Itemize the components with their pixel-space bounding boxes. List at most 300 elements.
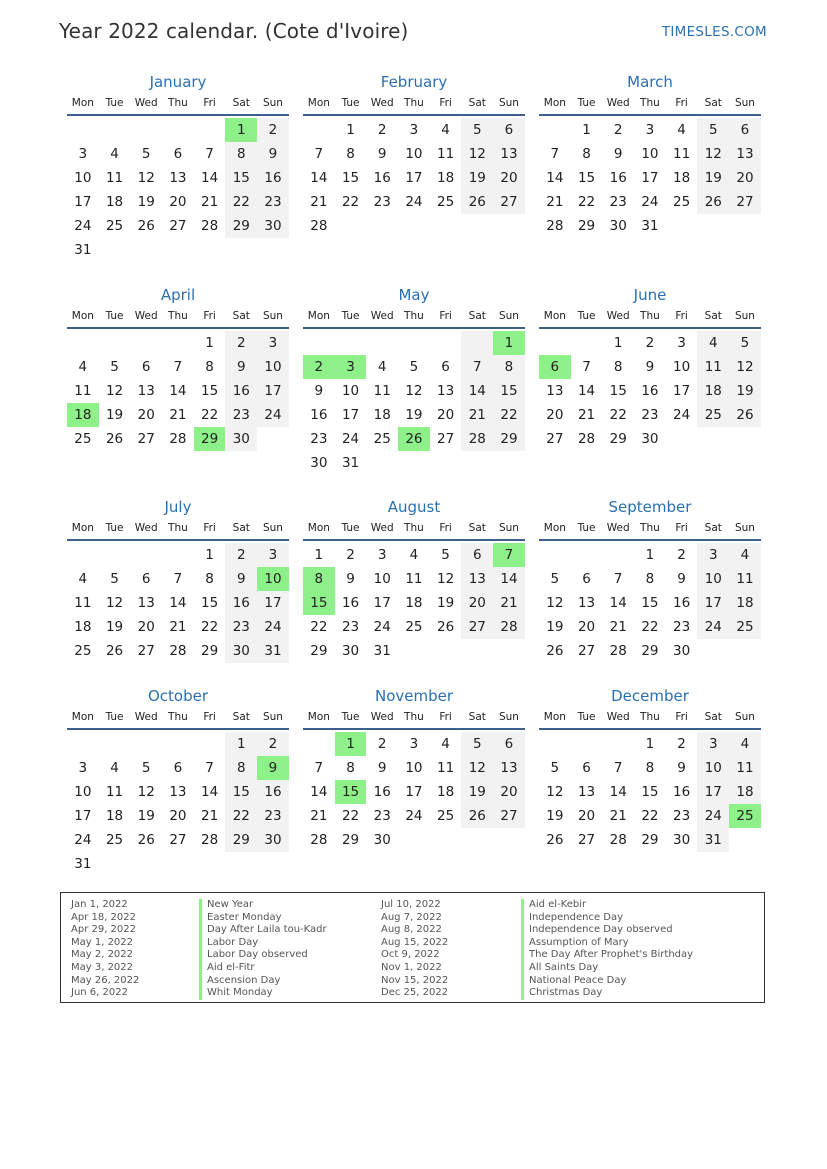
- day-cell: 5: [461, 118, 493, 142]
- day-cell: 4: [409, 547, 419, 563]
- weekday-label: Mon: [71, 522, 94, 534]
- week-row: [303, 166, 525, 190]
- week-row: [67, 166, 289, 190]
- weekday-label: Sun: [498, 310, 519, 322]
- day-cell: 17: [641, 170, 659, 186]
- day-cell: 21: [577, 407, 596, 423]
- header-rule: [539, 114, 761, 116]
- day-cell: 10: [405, 760, 423, 776]
- legend-holiday-name: Labor Day observed: [199, 949, 327, 962]
- week-row: [539, 567, 761, 591]
- week-row: [303, 427, 525, 451]
- week-row: [67, 331, 289, 355]
- day-cell: 24: [697, 804, 729, 828]
- day-cell: 28: [493, 615, 525, 639]
- empty-cell: [99, 118, 131, 142]
- day-cell: 23: [341, 619, 360, 635]
- weekday-header: [303, 706, 525, 728]
- day-cell: 23: [225, 403, 257, 427]
- day-cell: 24: [74, 832, 92, 848]
- day-cell: 22: [493, 403, 525, 427]
- day-cell: 11: [729, 567, 761, 591]
- day-cell: 28: [310, 218, 328, 234]
- weekday-label: Sat: [704, 522, 722, 534]
- day-cell: 10: [697, 567, 729, 591]
- month-may: [303, 285, 525, 475]
- day-cell: 4: [78, 571, 88, 587]
- day-cell: 26: [105, 431, 124, 447]
- day-cell: 17: [373, 595, 391, 611]
- day-cell: 27: [546, 431, 564, 447]
- day-cell: 24: [405, 808, 423, 824]
- day-cell: 15: [225, 780, 257, 804]
- day-cell: 29: [310, 643, 328, 659]
- day-cell: 12: [405, 383, 423, 399]
- day-cell: 2: [377, 736, 387, 752]
- weekday-label: Sat: [468, 711, 486, 723]
- weekday-label: Fri: [675, 310, 688, 322]
- day-cell: 23: [373, 808, 391, 824]
- week-row: [67, 567, 289, 591]
- weekday-header: [303, 305, 525, 327]
- day-cell: 20: [137, 619, 155, 635]
- day-cell: 27: [169, 832, 187, 848]
- week-row: [67, 118, 289, 142]
- day-cell: 19: [729, 379, 761, 403]
- day-cell: 12: [461, 756, 493, 780]
- week-row: [539, 427, 761, 451]
- weekday-label: Thu: [640, 310, 660, 322]
- weekday-label: Wed: [606, 711, 630, 723]
- day-cell: 13: [137, 383, 155, 399]
- weekday-label: Thu: [640, 522, 660, 534]
- week-row: [303, 756, 525, 780]
- day-cell: 5: [697, 118, 729, 142]
- day-cell: 29: [225, 214, 257, 238]
- day-cell: 25: [373, 431, 391, 447]
- week-row: [67, 615, 289, 639]
- week-row: [303, 567, 525, 591]
- header-rule: [539, 327, 761, 329]
- week-row: [303, 591, 525, 615]
- day-cell: 10: [373, 571, 391, 587]
- holiday-legend: [60, 892, 765, 1003]
- day-cell: 5: [110, 359, 119, 375]
- day-cell: 28: [577, 431, 596, 447]
- day-cell: 3: [335, 355, 367, 379]
- header-rule: [303, 114, 525, 116]
- day-cell: 26: [137, 218, 155, 234]
- legend-date: May 3, 2022: [71, 961, 134, 973]
- day-cell: 2: [346, 547, 355, 563]
- day-cell: 27: [461, 615, 493, 639]
- day-cell: 18: [729, 591, 761, 615]
- week-row: [539, 190, 761, 214]
- day-cell: 16: [341, 595, 360, 611]
- day-cell: 18: [437, 784, 455, 800]
- day-cell: 17: [405, 170, 423, 186]
- day-cell: 17: [405, 784, 423, 800]
- week-row: [67, 355, 289, 379]
- day-cell: 10: [74, 170, 92, 186]
- day-cell: 20: [169, 194, 187, 210]
- day-cell: 1: [205, 547, 214, 563]
- day-cell: 1: [582, 122, 591, 138]
- empty-cell: [571, 732, 603, 756]
- day-cell: 30: [225, 427, 257, 451]
- day-cell: 25: [405, 619, 423, 635]
- day-cell: 19: [461, 780, 493, 804]
- empty-cell: [303, 118, 335, 142]
- weekday-label: Thu: [404, 97, 424, 109]
- empty-cell: [99, 543, 131, 567]
- day-cell: 25: [105, 218, 124, 234]
- weekday-label: Fri: [675, 522, 688, 534]
- week-row: [303, 615, 525, 639]
- day-cell: 14: [169, 595, 187, 611]
- day-cell: 16: [641, 383, 659, 399]
- week-row: [303, 190, 525, 214]
- day-cell: 10: [257, 567, 289, 591]
- legend-date: Apr 18, 2022: [71, 911, 137, 923]
- day-cell: 13: [493, 756, 525, 780]
- week-row: [539, 828, 761, 852]
- day-cell: 31: [373, 643, 391, 659]
- day-cell: 24: [257, 403, 289, 427]
- week-row: [67, 543, 289, 567]
- day-cell: 27: [437, 431, 455, 447]
- day-cell: 4: [110, 760, 119, 776]
- day-cell: 3: [257, 543, 289, 567]
- day-cell: 9: [257, 142, 289, 166]
- day-cell: 13: [461, 567, 493, 591]
- month-name: March: [627, 73, 673, 91]
- week-row: [67, 852, 289, 876]
- legend-date: Aug 7, 2022: [381, 911, 442, 923]
- legend-date: Dec 25, 2022: [381, 987, 449, 999]
- day-cell: 27: [577, 643, 596, 659]
- day-cell: 1: [613, 335, 623, 351]
- legend-holiday-name: Aid el-Kebir: [521, 899, 693, 912]
- day-cell: 30: [673, 832, 691, 848]
- day-cell: 6: [461, 543, 493, 567]
- empty-cell: [99, 732, 131, 756]
- empty-cell: [366, 331, 398, 355]
- day-cell: 25: [437, 194, 455, 210]
- day-cell: 1: [493, 331, 525, 355]
- day-cell: 15: [577, 170, 596, 186]
- empty-cell: [67, 331, 99, 355]
- day-cell: 9: [314, 383, 324, 399]
- month-name: July: [164, 498, 192, 516]
- day-cell: 12: [137, 784, 155, 800]
- day-cell: 7: [314, 146, 324, 162]
- day-cell: 19: [105, 619, 124, 635]
- empty-cell: [539, 118, 571, 142]
- day-cell: 5: [729, 331, 761, 355]
- day-cell: 16: [225, 379, 257, 403]
- weekday-label: Wed: [606, 97, 630, 109]
- empty-cell: [194, 732, 226, 756]
- day-cell: 28: [310, 832, 328, 848]
- day-cell: 21: [201, 194, 219, 210]
- day-cell: 25: [74, 431, 92, 447]
- legend-date: May 26, 2022: [71, 974, 140, 986]
- day-cell: 24: [74, 218, 92, 234]
- day-cell: 31: [697, 828, 729, 852]
- day-cell: 29: [493, 427, 525, 451]
- day-cell: 16: [609, 170, 627, 186]
- day-cell: 2: [303, 355, 335, 379]
- day-cell: 17: [74, 808, 92, 824]
- week-row: [67, 591, 289, 615]
- weekday-label: Sat: [468, 97, 486, 109]
- day-cell: 17: [697, 591, 729, 615]
- day-cell: 26: [398, 427, 430, 451]
- weekday-label: Mon: [71, 97, 94, 109]
- day-cell: 17: [673, 383, 691, 399]
- empty-cell: [571, 331, 603, 355]
- weekday-label: Sat: [232, 97, 250, 109]
- day-cell: 30: [641, 431, 659, 447]
- empty-cell: [67, 732, 99, 756]
- week-row: [539, 118, 761, 142]
- legend-date: Jan 1, 2022: [71, 899, 128, 910]
- legend-date: Oct 9, 2022: [381, 949, 440, 961]
- legend-dates-col-1: [71, 899, 139, 1000]
- weekday-header: [539, 517, 761, 539]
- day-cell: 29: [609, 431, 627, 447]
- empty-cell: [539, 543, 571, 567]
- legend-date: Jul 10, 2022: [381, 899, 441, 910]
- day-cell: 14: [461, 379, 493, 403]
- day-cell: 15: [609, 383, 627, 399]
- day-cell: 30: [225, 639, 257, 663]
- day-cell: 3: [78, 760, 88, 776]
- empty-cell: [430, 331, 462, 355]
- day-cell: 23: [373, 194, 391, 210]
- weekday-label: Tue: [341, 522, 360, 534]
- legend-holiday-name: New Year: [199, 899, 327, 912]
- day-cell: 10: [405, 146, 423, 162]
- day-cell: 21: [609, 808, 627, 824]
- month-name: June: [633, 286, 667, 304]
- day-cell: 12: [697, 142, 729, 166]
- day-cell: 6: [493, 118, 525, 142]
- day-cell: 30: [257, 214, 289, 238]
- weekday-header: [539, 92, 761, 114]
- header-rule: [303, 728, 525, 730]
- day-cell: 7: [613, 760, 623, 776]
- header-rule: [539, 728, 761, 730]
- weekday-label: Sat: [232, 711, 250, 723]
- day-cell: 19: [697, 166, 729, 190]
- weekday-label: Tue: [341, 97, 360, 109]
- empty-cell: [602, 543, 634, 567]
- day-cell: 12: [546, 595, 564, 611]
- day-cell: 15: [303, 591, 335, 615]
- day-cell: 30: [310, 455, 328, 471]
- day-cell: 12: [546, 784, 564, 800]
- week-row: [67, 804, 289, 828]
- week-row: [539, 756, 761, 780]
- week-row: [67, 379, 289, 403]
- day-cell: 2: [225, 331, 257, 355]
- day-cell: 3: [677, 335, 686, 351]
- day-cell: 1: [314, 547, 324, 563]
- day-cell: 8: [645, 571, 655, 587]
- weekday-label: Sun: [262, 310, 283, 322]
- weekday-label: Mon: [307, 711, 330, 723]
- empty-cell: [571, 543, 603, 567]
- day-cell: 13: [546, 383, 564, 399]
- day-cell: 27: [169, 218, 187, 234]
- week-row: [67, 780, 289, 804]
- weekday-label: Thu: [168, 711, 188, 723]
- day-cell: 11: [74, 595, 92, 611]
- week-row: [539, 355, 761, 379]
- day-cell: 6: [729, 118, 761, 142]
- empty-cell: [67, 543, 99, 567]
- day-cell: 12: [105, 595, 124, 611]
- empty-cell: [398, 331, 430, 355]
- day-cell: 6: [582, 760, 591, 776]
- weekday-header: [539, 305, 761, 327]
- day-cell: 29: [201, 643, 219, 659]
- day-cell: 13: [729, 142, 761, 166]
- day-cell: 13: [493, 142, 525, 166]
- day-cell: 22: [577, 194, 596, 210]
- day-cell: 11: [437, 760, 455, 776]
- empty-cell: [130, 331, 162, 355]
- empty-cell: [162, 118, 194, 142]
- day-cell: 18: [405, 595, 423, 611]
- weekday-label: Sun: [734, 711, 755, 723]
- day-cell: 4: [441, 122, 450, 138]
- week-row: [303, 118, 525, 142]
- day-cell: 9: [377, 146, 387, 162]
- day-cell: 13: [137, 595, 155, 611]
- day-cell: 3: [409, 736, 419, 752]
- weekday-label: Sat: [232, 310, 250, 322]
- header-rule: [67, 114, 289, 116]
- day-cell: 12: [437, 571, 455, 587]
- day-cell: 30: [609, 218, 627, 234]
- day-cell: 6: [441, 359, 450, 375]
- week-row: [539, 379, 761, 403]
- legend-holiday-name: Aid el-Fitr: [199, 962, 327, 975]
- day-cell: 23: [609, 194, 627, 210]
- day-cell: 13: [437, 383, 455, 399]
- day-cell: 9: [257, 756, 289, 780]
- day-cell: 28: [169, 643, 187, 659]
- weekday-label: Sun: [734, 310, 755, 322]
- weekday-label: Tue: [341, 711, 360, 723]
- day-cell: 18: [373, 407, 391, 423]
- weekday-label: Thu: [168, 97, 188, 109]
- day-cell: 3: [78, 146, 88, 162]
- day-cell: 27: [137, 643, 155, 659]
- day-cell: 23: [673, 808, 691, 824]
- day-cell: 21: [609, 619, 627, 635]
- day-cell: 26: [105, 643, 124, 659]
- day-cell: 13: [577, 784, 596, 800]
- day-cell: 6: [173, 146, 183, 162]
- day-cell: 19: [546, 619, 564, 635]
- week-row: [67, 238, 289, 262]
- weekday-label: Fri: [203, 97, 216, 109]
- day-cell: 1: [225, 118, 257, 142]
- day-cell: 21: [201, 808, 219, 824]
- day-cell: 26: [461, 190, 493, 214]
- weekday-label: Thu: [168, 522, 188, 534]
- day-cell: 28: [461, 427, 493, 451]
- day-cell: 9: [377, 760, 387, 776]
- day-cell: 21: [493, 591, 525, 615]
- legend-holiday-name: Day After Laila tou-Kadr: [199, 924, 327, 937]
- site-link[interactable]: TIMESLES.COM: [661, 24, 767, 40]
- day-cell: 20: [461, 591, 493, 615]
- day-cell: 28: [609, 832, 627, 848]
- day-cell: 14: [493, 567, 525, 591]
- day-cell: 11: [105, 784, 124, 800]
- day-cell: 7: [582, 359, 591, 375]
- day-cell: 18: [729, 780, 761, 804]
- month-name: September: [608, 498, 692, 516]
- header-rule: [67, 728, 289, 730]
- day-cell: 15: [201, 595, 219, 611]
- day-cell: 2: [257, 118, 289, 142]
- day-cell: 17: [697, 780, 729, 804]
- day-cell: 29: [341, 832, 360, 848]
- day-cell: 15: [641, 784, 659, 800]
- weekday-label: Tue: [577, 97, 596, 109]
- day-cell: 25: [697, 403, 729, 427]
- day-cell: 13: [169, 784, 187, 800]
- header-rule: [303, 539, 525, 541]
- day-cell: 9: [225, 355, 257, 379]
- day-cell: 4: [697, 331, 729, 355]
- day-cell: 10: [697, 756, 729, 780]
- weekday-label: Sun: [262, 711, 283, 723]
- day-cell: 18: [437, 170, 455, 186]
- weekday-label: Fri: [439, 310, 452, 322]
- month-name: October: [147, 687, 209, 705]
- day-cell: 6: [582, 571, 591, 587]
- week-row: [539, 804, 761, 828]
- day-cell: 25: [729, 615, 761, 639]
- day-cell: 11: [437, 146, 455, 162]
- weekday-label: Tue: [577, 522, 596, 534]
- day-cell: 22: [641, 808, 659, 824]
- month-name: February: [380, 73, 448, 91]
- day-cell: 15: [335, 780, 367, 804]
- day-cell: 31: [74, 242, 92, 258]
- weekday-label: Sat: [232, 522, 250, 534]
- day-cell: 9: [677, 571, 686, 587]
- day-cell: 13: [577, 595, 596, 611]
- day-cell: 31: [341, 455, 360, 471]
- week-row: [303, 732, 525, 756]
- empty-cell: [130, 732, 162, 756]
- week-row: [303, 780, 525, 804]
- empty-cell: [303, 331, 335, 355]
- weekday-label: Fri: [203, 522, 216, 534]
- empty-cell: [130, 543, 162, 567]
- day-cell: 5: [550, 571, 560, 587]
- week-row: [539, 591, 761, 615]
- week-row: [539, 780, 761, 804]
